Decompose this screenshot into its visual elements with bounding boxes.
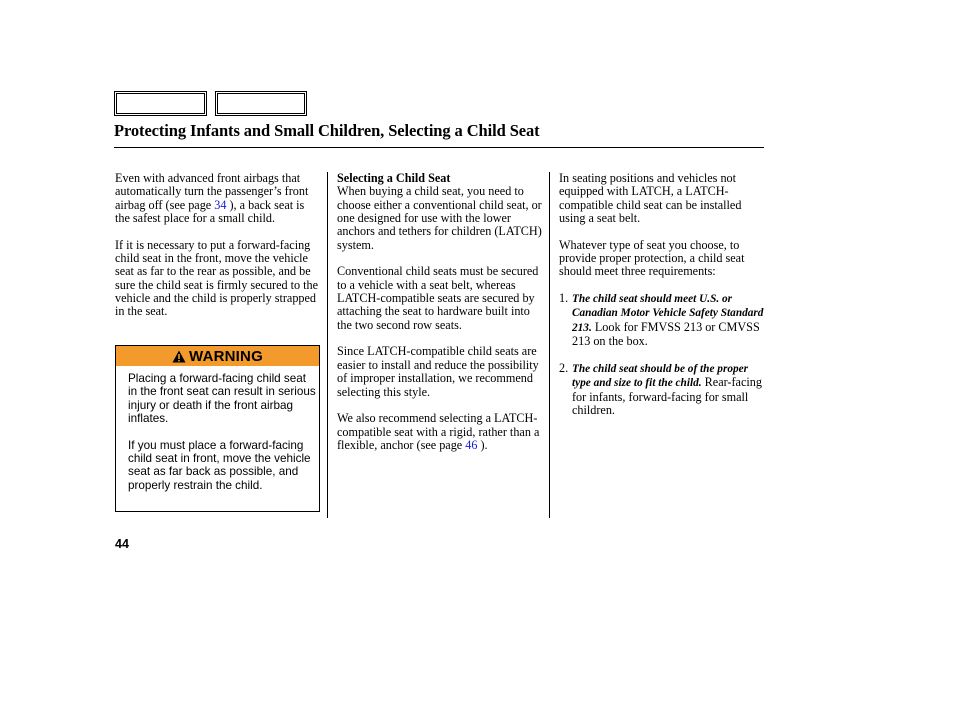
requirement-text: Look for FMVSS 213 or CMVSS 213 on the box. bbox=[572, 319, 760, 349]
conventional-paragraph: Conventional child seats must be secured to a vehicle with a seat belt, whereas LATCH-compatible seats are secured by attaching the seat to hardware built into the two second row seats. bbox=[337, 264, 539, 332]
requirement-emphasis: The child seat should be of the proper type and size to fit the child. bbox=[572, 362, 749, 390]
title-divider bbox=[114, 147, 764, 148]
intro-text-after: ), a back seat is the safest place for a small child. bbox=[115, 197, 305, 226]
page-34-link[interactable]: 34 bbox=[214, 197, 227, 212]
intro-text-before: Even with advanced front airbags that automatically turn the passenger’s front airbag off (see page bbox=[115, 171, 309, 212]
page-number: 44 bbox=[115, 537, 129, 551]
list-number: 2. bbox=[559, 360, 569, 375]
nav-tab-box-right[interactable] bbox=[215, 91, 307, 116]
requirements-list bbox=[559, 292, 765, 417]
rigid-text-before: We also recommend selecting a LATCH-compatible seat with a rigid, rather than a flexible, anchor (see page bbox=[337, 411, 540, 452]
list-number: 1. bbox=[559, 291, 569, 306]
warning-paragraph-1: Placing a forward-facing child seat in the front seat can result in serious injury or death if the front airbag inflates. bbox=[128, 372, 316, 426]
section-heading: Selecting a Child Seat bbox=[337, 171, 451, 185]
requirement-text: Rear-facing for infants, forward-facing for small children. bbox=[572, 375, 762, 417]
column-middle bbox=[337, 172, 543, 466]
requirement-emphasis: The child seat should meet U.S. or Canadian Motor Vehicle Safety Standard 213. bbox=[572, 293, 764, 334]
warning-label: WARNING bbox=[189, 347, 263, 365]
warning-paragraph-2: If you must place a forward-facing child seat in front, move the vehicle seat as far back as possible, and properly restrain the child. bbox=[128, 438, 311, 492]
requirements-intro: Whatever type of seat you choose, to provide proper protection, a child seat should meet three requirements: bbox=[559, 237, 745, 279]
rigid-text-after: ). bbox=[477, 437, 488, 452]
page-title: Protecting Infants and Small Children, Selecting a Child Seat bbox=[114, 121, 540, 140]
list-item bbox=[559, 362, 765, 417]
nav-tab-box-left[interactable] bbox=[114, 91, 207, 116]
intro-paragraph bbox=[115, 172, 321, 225]
list-item bbox=[559, 292, 765, 348]
warning-triangle-icon bbox=[172, 350, 186, 363]
warning-header bbox=[116, 346, 319, 366]
column-divider-1 bbox=[327, 172, 328, 518]
column-left bbox=[115, 172, 321, 332]
buying-paragraph: When buying a child seat, you need to choose either a conventional child seat, or one designed for use with the lower anchors and tethers for children (LATCH) system. bbox=[337, 184, 542, 252]
column-divider-2 bbox=[549, 172, 550, 518]
warning-body bbox=[128, 372, 316, 505]
column-right bbox=[559, 172, 765, 431]
warning-box bbox=[115, 345, 320, 512]
page-46-link[interactable]: 46 bbox=[465, 437, 478, 452]
rigid-anchor-paragraph bbox=[337, 412, 543, 452]
forward-facing-paragraph: If it is necessary to put a forward-facing child seat in the front, move the vehicle seat as far to the rear as possible, and be sure the child seat is firmly secured to the vehicle and the child is properly strapped in the seat. bbox=[115, 237, 319, 319]
latch-paragraph: Since LATCH-compatible child seats are easier to install and reduce the possibility of improper installation, we recommend selecting this style. bbox=[337, 344, 539, 399]
no-latch-paragraph: In seating positions and vehicles not equipped with LATCH, a LATCH-compatible child seat can be installed using a seat belt. bbox=[559, 171, 742, 226]
